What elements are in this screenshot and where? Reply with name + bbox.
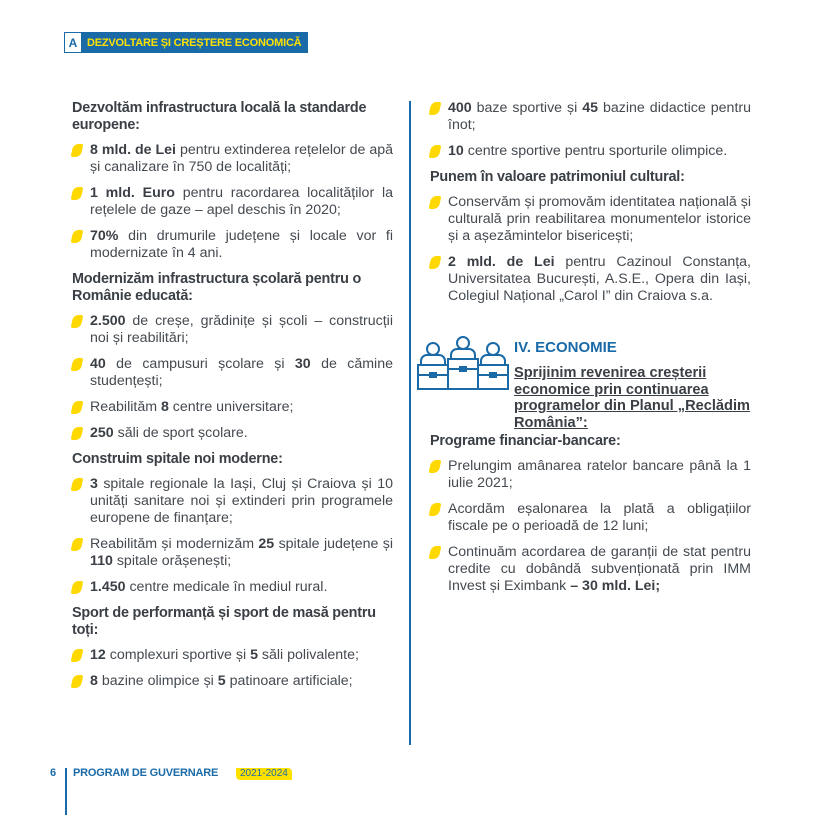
business-people-icon <box>416 335 510 393</box>
bullet-icon <box>71 230 84 243</box>
section-heading: Dezvoltăm infrastructura locală la standarde europene: <box>72 100 367 133</box>
chapter-header <box>64 32 308 53</box>
bullet-icon <box>429 546 442 559</box>
list-item <box>72 356 393 390</box>
highlight-text: 8 <box>90 673 98 689</box>
highlight-text: 5 <box>217 673 226 689</box>
list-item <box>430 100 751 134</box>
item-text: Reabilităm și modernizăm <box>90 536 259 552</box>
item-text: bazine didactice pentru înot; <box>448 100 751 133</box>
highlight-text: 5 <box>250 647 258 663</box>
item-text: Conservăm și promovăm identitatea națională și culturală prin reabilitarea monumentelor istorice și a așezămintelor bisericești; <box>448 194 751 244</box>
highlight-text: 30 <box>294 356 311 372</box>
column-divider <box>409 101 411 745</box>
section-heading: Punem în valoare patrimoniul cultural: <box>430 169 685 185</box>
bullet-icon <box>71 538 84 551</box>
bullet-icon <box>429 196 442 209</box>
highlight-text: 110 <box>90 553 113 569</box>
item-text: centre sportive pentru sporturile olimpice. <box>463 143 728 159</box>
highlight-text: 2.500 <box>90 313 126 329</box>
bullet-icon <box>429 256 442 269</box>
list-item <box>72 313 393 347</box>
item-text: pentru extinderea rețelelor de apă și canalizare în 750 de localități; <box>90 142 393 175</box>
bullet-icon <box>71 427 84 440</box>
highlight-text: 1.450 <box>90 579 126 595</box>
list-item <box>72 142 393 176</box>
highlight-text: 250 <box>90 425 114 441</box>
item-text: centre universitare; <box>168 399 294 415</box>
section-title: IV. ECONOMIE <box>514 339 617 356</box>
highlight-text: 45 <box>582 100 599 116</box>
bullet-list <box>72 647 393 690</box>
highlight-text: 400 <box>448 100 472 116</box>
bullet-icon <box>71 187 84 200</box>
list-item <box>72 425 393 442</box>
item-text: săli de sport școlare. <box>113 425 248 441</box>
bullet-icon <box>71 478 84 491</box>
item-text: de creșe, grădinițe și școli – construcții noi și reabilitări; <box>90 313 393 346</box>
economy-section-header <box>430 333 751 433</box>
list-item <box>430 254 751 305</box>
highlight-text: 3 <box>90 476 98 492</box>
item-text: Prelungim amânarea ratelor bancare până la 1 iulie 2021; <box>448 458 751 491</box>
item-text: centre medicale în mediul rural. <box>125 579 328 595</box>
item-text: spitale județene și <box>274 536 393 552</box>
list-item <box>430 143 751 160</box>
list-item <box>72 185 393 219</box>
bullet-icon <box>71 401 84 414</box>
bullet-icon <box>71 144 84 157</box>
item-text: de cămine studențești; <box>90 356 393 389</box>
section-subtitle: Sprijinim revenirea creșterii economice prin continuarea programelor din Planul „Reclădim România”: <box>514 365 750 431</box>
bullet-icon <box>71 649 84 662</box>
list-item <box>72 579 393 596</box>
item-text: de campusuri școlare și <box>105 356 295 372</box>
item-text: spitale regionale la Iași, Cluj și Craiova și 10 unități sanitare noi și extinderi prin programele europene de finanțare; <box>90 476 393 526</box>
chapter-badge: A <box>64 32 81 53</box>
highlight-text: – 30 mld. Lei; <box>570 578 661 594</box>
bullet-list <box>430 194 751 305</box>
bullet-icon <box>429 145 442 158</box>
item-text: din drumurile județene și locale vor fi modernizate în 4 ani. <box>90 228 393 261</box>
item-text: săli polivalente; <box>257 647 359 663</box>
footer-title: PROGRAM DE GUVERNARE <box>73 767 219 779</box>
item-text: Continuăm acordarea de garanții de stat pentru credite cu dobândă subvenționată prin IMM Invest și Eximbank <box>448 544 751 594</box>
list-item <box>430 501 751 535</box>
highlight-text: 40 <box>90 356 106 372</box>
bullet-list <box>430 458 751 595</box>
section-heading: Construim spitale noi moderne: <box>72 451 283 467</box>
item-text: Acordăm eșalonarea la plată a obligațiilor fiscale pe o perioadă de 12 luni; <box>448 501 751 534</box>
bullet-list <box>72 313 393 442</box>
bullet-list <box>72 142 393 262</box>
list-item <box>72 228 393 262</box>
page-number: 6 <box>50 767 57 779</box>
item-text: pentru Cazinoul Constanța, Universitatea București, A.S.E., Opera din Iași, Colegiul Național „Carol I” din Craiova s.a. <box>448 254 751 304</box>
highlight-text: 8 mld. de Lei <box>90 142 176 158</box>
bullet-list <box>430 100 751 160</box>
list-item <box>72 536 393 570</box>
highlight-text: 70% <box>90 228 119 244</box>
item-text: spitale orășenești; <box>112 553 232 569</box>
item-text: patinoare artificiale; <box>225 673 353 689</box>
footer-years: 2021-2024 <box>236 768 292 780</box>
bullet-icon <box>71 358 84 371</box>
bullet-icon <box>71 581 84 594</box>
bullet-icon <box>429 460 442 473</box>
list-item <box>430 458 751 492</box>
list-item <box>430 194 751 245</box>
bullet-icon <box>429 503 442 516</box>
list-item <box>430 544 751 595</box>
list-item <box>72 647 393 664</box>
list-item <box>72 399 393 416</box>
highlight-text: 25 <box>258 536 275 552</box>
highlight-text: 8 <box>160 399 169 415</box>
right-column <box>430 100 751 604</box>
list-item <box>72 673 393 690</box>
left-column <box>72 100 393 699</box>
item-text: complexuri sportive și <box>105 647 251 663</box>
item-text: bazine olimpice și <box>97 673 218 689</box>
section-heading: Sport de performanță și sport de masă pentru toți: <box>72 605 376 638</box>
highlight-text: 12 <box>90 647 106 663</box>
bullet-icon <box>71 675 84 688</box>
bullet-list <box>72 476 393 596</box>
section-heading: Programe financiar-bancare: <box>430 433 621 449</box>
item-text: pentru racordarea localităților la rețelele de gaze – apel deschis în 2020; <box>90 185 393 218</box>
bullet-icon <box>429 102 442 115</box>
section-heading: Modernizăm infrastructura școlară pentru o Românie educată: <box>72 271 362 304</box>
footer-line <box>65 768 67 815</box>
item-text: baze sportive și <box>471 100 583 116</box>
item-text: Reabilităm <box>90 399 161 415</box>
highlight-text: 10 <box>448 143 464 159</box>
chapter-title: DEZVOLTARE ȘI CREȘTERE ECONOMICĂ <box>81 32 308 53</box>
highlight-text: 2 mld. de Lei <box>448 254 555 270</box>
highlight-text: 1 mld. Euro <box>90 185 175 201</box>
list-item <box>72 476 393 527</box>
bullet-icon <box>71 315 84 328</box>
